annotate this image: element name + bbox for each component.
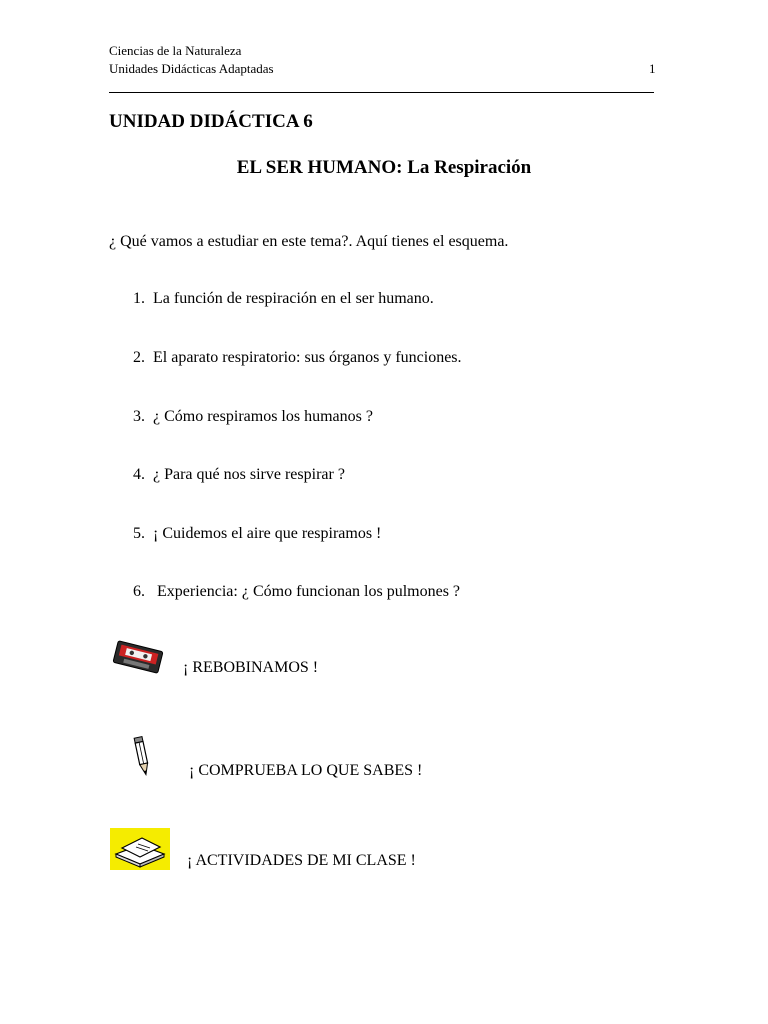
header-subject: Ciencias de la Naturaleza	[109, 43, 242, 58]
outline-number: 6.	[133, 583, 145, 600]
outline-item-4	[133, 466, 345, 484]
section-rewind-label: ¡ REBOBINAMOS !	[183, 659, 319, 676]
outline-item-6	[133, 583, 460, 601]
page-number: 1	[649, 61, 656, 76]
outline-text: ¿ Para qué nos sirve respirar ?	[153, 466, 345, 483]
section-activities-label: ¡ ACTIVIDADES DE MI CLASE !	[187, 852, 416, 869]
outline-text: La función de respiración en el ser humano.	[153, 290, 434, 307]
outline-number: 5.	[133, 525, 145, 542]
outline-number: 3.	[133, 408, 145, 425]
cassette-tape-icon	[110, 638, 166, 676]
section-check-label: ¡ COMPRUEBA LO QUE SABES !	[189, 762, 423, 779]
outline-number: 4.	[133, 466, 145, 483]
outline-text: El aparato respiratorio: sus órganos y funciones.	[153, 349, 462, 366]
outline-text: Experiencia: ¿ Cómo funcionan los pulmones ?	[157, 583, 461, 600]
outline-item-2	[133, 349, 462, 367]
unit-topic: EL SER HUMANO: La Respiración	[236, 157, 532, 178]
pencil-icon	[130, 734, 154, 778]
outline-number: 1.	[133, 290, 145, 307]
header-series: Unidades Didácticas Adaptadas	[109, 61, 274, 76]
outline-item-3	[133, 408, 373, 426]
header-rule	[109, 92, 654, 93]
unit-title: UNIDAD DIDÁCTICA 6	[109, 111, 313, 132]
outline-number: 2.	[133, 349, 145, 366]
outline-item-1	[133, 290, 434, 308]
book-icon	[110, 828, 170, 870]
outline-text: ¡ Cuidemos el aire que respiramos !	[153, 525, 382, 542]
outline-item-5	[133, 525, 381, 543]
outline-text: ¿ Cómo respiramos los humanos ?	[153, 408, 373, 425]
intro-text: ¿ Qué vamos a estudiar en este tema?. Aquí tienes el esquema.	[109, 233, 509, 250]
